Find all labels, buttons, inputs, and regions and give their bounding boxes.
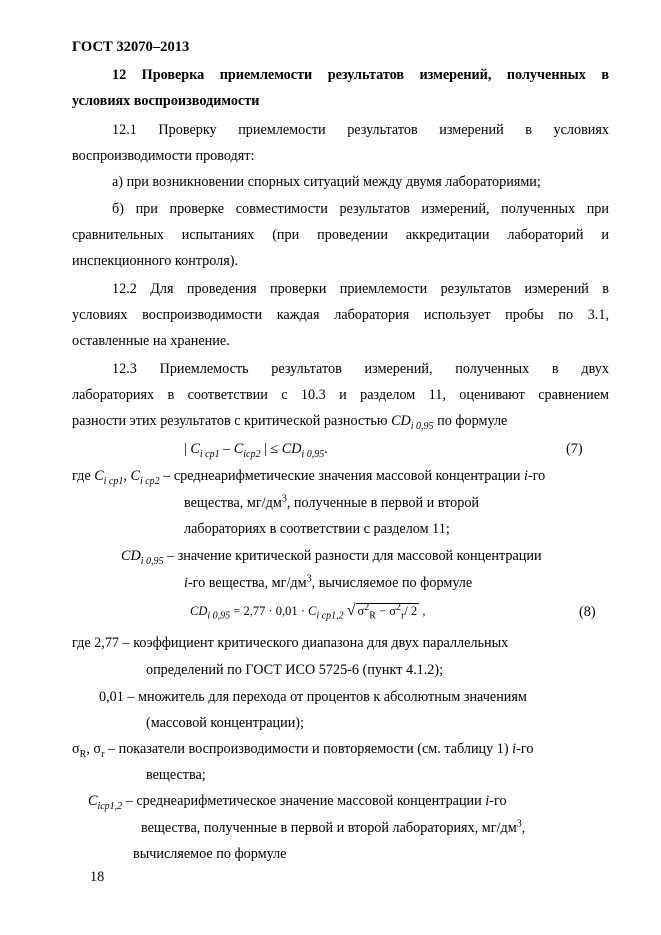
where-277-line1: где 2,77 – коэффициент критического диапазона для двух параллельных [72, 635, 509, 651]
formula-8-number: (8) [579, 604, 596, 620]
formula-7-number: (7) [566, 441, 583, 457]
section-title-line2: условиях воспроизводимости [72, 93, 260, 109]
para-12-1-line1: 12.1 Проверку приемлемости результатов измерений в условиях [112, 122, 609, 138]
where-sigma-line2: вещества; [146, 767, 206, 783]
standard-header: ГОСТ 32070–2013 [72, 39, 190, 55]
para-12-2-line3: оставленные на хранение. [72, 333, 230, 349]
sqrt-expression: $\sigma^2_R - \sigma^2_r/$ 2 [357, 601, 418, 622]
section-title-line1: 12 Проверка приемлемости результатов измерений, полученных в [112, 67, 609, 83]
item-b-line2: сравнительных испытаниях (при проведении аккредитации лабораторий и [72, 227, 609, 243]
where-cavg-line1: $C_{iср1,2}$ – среднеарифметическое значение массовой концентрации i-го [88, 793, 507, 812]
para-12-3-line2: лабораториях в соответствии с 10.3 и разделом 11, оценивают сравнением [72, 387, 609, 403]
formula-7: | $C_{i ср1} - C_{iср2}$ | ≤ $CD_{i 0,95}$. [184, 441, 328, 460]
where-c-line2: вещества, $мг/дм^3$, полученные в первой и второй [184, 493, 480, 511]
formula-8: $CD_{i 0,95} = 2,77 \cdot 0,01 \cdot C_{i ср1,2}$ √ $\sigma^2_R - \sigma^2_r/$ 2 , [190, 601, 426, 622]
para-12-2-line1: 12.2 Для проведения проверки приемлемости результатов измерений в [112, 281, 609, 297]
para-12-3-line1: 12.3 Приемлемость результатов измерений, полученных в двух [112, 361, 609, 377]
where-c-line3: лабораториях в соответствии с разделом 11; [184, 521, 450, 537]
where-cavg-line3: вычисляемое по формуле [133, 846, 287, 862]
where-c-line1: где $C_{i ср1}$, $C_{i ср2}$ – среднеарифметические значения массовой концентрации i-го [72, 468, 546, 487]
para-12-2-line2: условиях воспроизводимости каждая лаборатория использует пробы по 3.1, [72, 307, 609, 323]
where-sigma-line1: $\sigma_R$, $\sigma_r$ – показатели воспроизводимости и повторяемости (см. таблицу 1) i-го [72, 741, 534, 760]
where-001-line1: 0,01 – множитель для перехода от процентов к абсолютным значениям [99, 689, 527, 705]
item-a: а) при возникновении спорных ситуаций между двумя лабораториями; [112, 174, 541, 190]
item-b-line3: инспекционного контроля). [72, 253, 239, 269]
where-001-line2: (массовой концентрации); [146, 715, 304, 731]
para-12-1-line2: воспроизводимости проводят: [72, 148, 255, 164]
where-277-line2: определений по ГОСТ ИСО 5725-6 (пункт 4.1.2); [146, 662, 444, 678]
where-cd-line2: i-го вещества, $мг/дм^3$, вычисляемое по формуле [184, 573, 473, 591]
where-cd-line1: $CD_{i 0,95}$ – значение критической разности для массовой концентрации [121, 548, 542, 567]
para-12-3-line3: разности этих результатов с критической разностью $CD_{i 0,95}$ по формуле [72, 413, 508, 432]
item-b-line1: б) при проверке совместимости результатов измерений, полученных при [112, 201, 609, 217]
page-number: 18 [90, 869, 105, 885]
where-cavg-line2: вещества, полученные в первой и второй лабораториях, $мг/дм^3$, [141, 818, 526, 836]
